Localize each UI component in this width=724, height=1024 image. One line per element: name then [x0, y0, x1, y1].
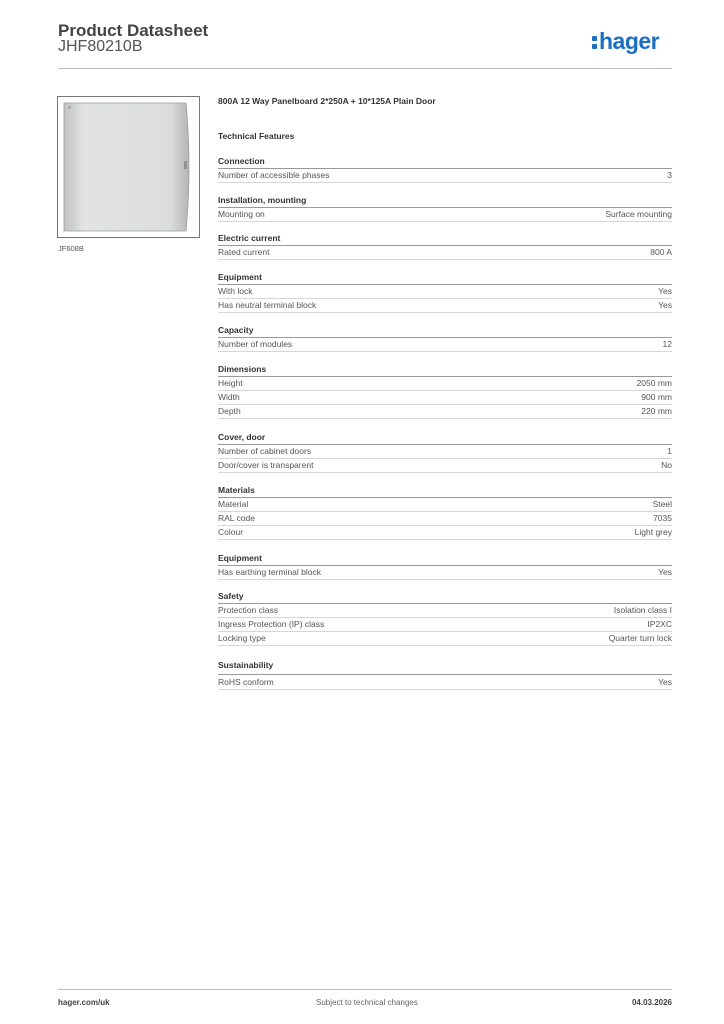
row-label: Width [218, 392, 240, 402]
row-label: Number of accessible phases [218, 170, 330, 180]
row-label: Ingress Protection (IP) class [218, 619, 325, 629]
footer-divider [58, 989, 672, 990]
row-label: Colour [218, 527, 244, 537]
row-label: Mounting on [218, 209, 265, 219]
row-label: RAL code [218, 513, 256, 523]
table-row [218, 526, 672, 540]
panelboard-cabinet-icon [58, 97, 199, 237]
row-value: Yes [658, 286, 672, 296]
section-title: Capacity [218, 325, 254, 335]
row-value: 800 A [650, 247, 672, 257]
row-label: Has neutral terminal block [218, 300, 317, 310]
row-value: Steel [652, 499, 672, 509]
table-row [218, 498, 672, 512]
row-value: 220 mm [641, 406, 672, 416]
table-row [218, 391, 672, 405]
row-value: Isolation class I [613, 605, 672, 615]
table-row [218, 208, 672, 222]
table-row [218, 169, 672, 183]
table-row [218, 632, 672, 646]
table-row [218, 566, 672, 580]
footer-note: Subject to technical changes [316, 998, 418, 1007]
table-row [218, 377, 672, 391]
product-image [57, 96, 200, 238]
row-label: Number of cabinet doors [218, 446, 312, 456]
table-row [218, 246, 672, 260]
row-label: Protection class [218, 605, 278, 615]
row-value: 2050 mm [636, 378, 672, 388]
row-label: RoHS conform [218, 677, 274, 687]
section-title: Equipment [218, 553, 262, 563]
row-value: Yes [658, 567, 672, 577]
row-label: Locking type [218, 633, 266, 643]
row-label: Height [218, 378, 243, 388]
technical-features-title: Technical Features [218, 131, 295, 141]
section-title: Installation, mounting [218, 195, 307, 205]
table-row [218, 618, 672, 632]
table-row [218, 604, 672, 618]
row-value: Yes [658, 677, 672, 687]
row-label: Rated current [218, 247, 270, 257]
row-value: 7035 [653, 513, 672, 523]
row-value: 1 [667, 446, 672, 456]
section-divider [218, 674, 672, 675]
row-value: Light grey [634, 527, 672, 537]
table-row [218, 445, 672, 459]
page-title: Product Datasheet [58, 21, 209, 40]
row-value: 900 mm [641, 392, 672, 402]
table-row [218, 459, 672, 473]
row-value: Quarter turn lock [608, 633, 672, 643]
logo-dots-icon [592, 34, 598, 50]
row-value: 12 [662, 339, 672, 349]
table-row [218, 338, 672, 352]
table-row [218, 512, 672, 526]
table-row [218, 285, 672, 299]
section-title: Cover, door [218, 432, 266, 442]
row-label: Has earthing terminal block [218, 567, 321, 577]
section-title: Materials [218, 485, 255, 495]
header-divider [58, 68, 672, 69]
image-caption: JF608B [58, 244, 84, 253]
footer-website-link[interactable]: hager.com/uk [58, 998, 110, 1007]
section-title: Safety [218, 591, 244, 601]
row-value: No [661, 460, 672, 470]
table-row [218, 676, 672, 690]
footer-date: 04.03.2026 [631, 998, 672, 1007]
row-value: Surface mounting [605, 209, 672, 219]
row-value: 3 [667, 170, 672, 180]
product-code: JHF80210B [58, 38, 143, 55]
brand-logo [592, 28, 659, 55]
section-title: Sustainability [218, 660, 274, 670]
row-label: Depth [218, 406, 241, 416]
row-label: Material [218, 499, 249, 509]
row-label: Door/cover is transparent [218, 460, 314, 470]
section-title: Equipment [218, 272, 262, 282]
brand-logo-text: hager [599, 28, 660, 54]
row-label: With lock [218, 286, 253, 296]
row-label: Number of modules [218, 339, 293, 349]
table-row [218, 405, 672, 419]
row-value: IP2XC [647, 619, 672, 629]
row-value: Yes [658, 300, 672, 310]
section-title: Electric current [218, 233, 281, 243]
table-row [218, 299, 672, 313]
section-title: Connection [218, 156, 265, 166]
product-name: 800A 12 Way Panelboard 2*250A + 10*125A Plain Door [218, 96, 436, 106]
section-title: Dimensions [218, 364, 267, 374]
